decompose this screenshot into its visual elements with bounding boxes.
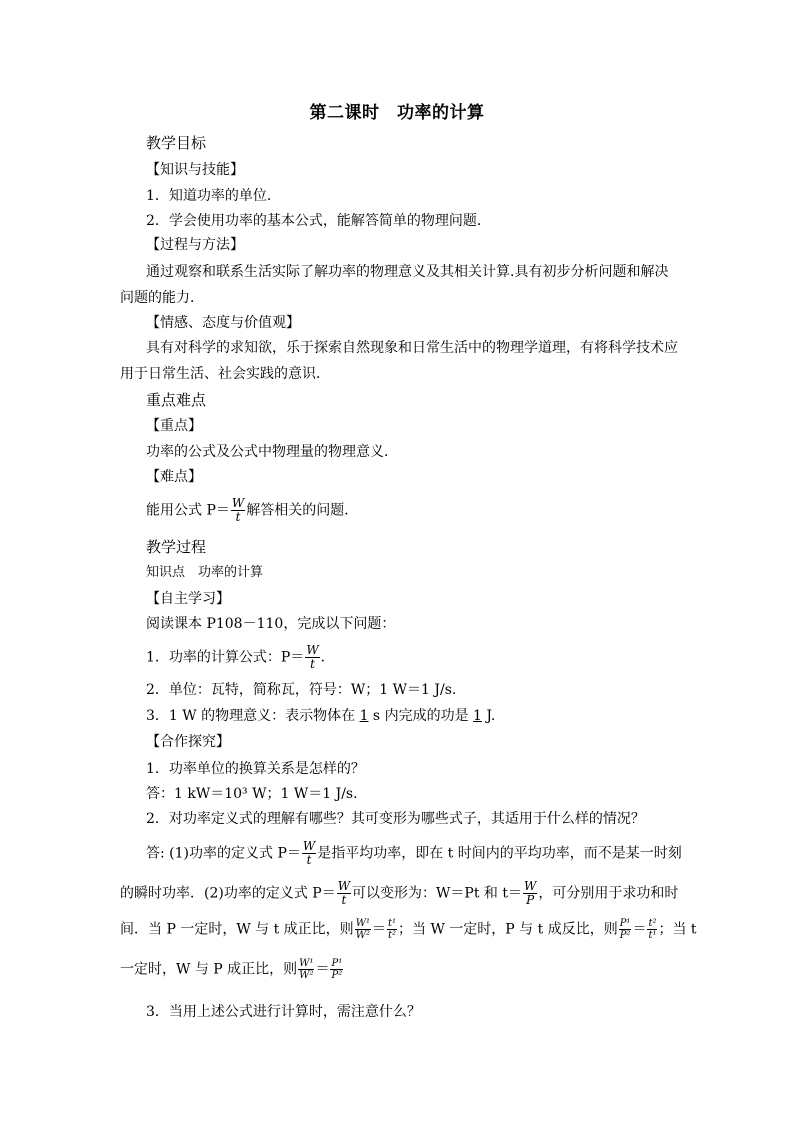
heading-focus: 【重点】	[146, 418, 202, 434]
formula-fraction: $\frac{\text{W¹}}{\text{W²}}$	[299, 958, 314, 981]
formula-fraction: $\frac{W}{t}$	[306, 643, 319, 671]
text-knowledge-1: 1．知道功率的单位．	[146, 188, 281, 204]
heading-knowledge-skills: 【知识与技能】	[146, 162, 244, 178]
formula-fraction: $\frac{W}{P}$	[524, 879, 537, 907]
text-q3: 3．1 W 的物理意义：表示物体在 1 s 内完成的功是 1 J.	[146, 708, 496, 724]
formula-fraction: $\frac{W}{t}$	[337, 879, 351, 907]
text-difficulty: 能用公式 P＝ $\frac{W}{t}$ 解答相关的问题．	[146, 496, 359, 524]
text-knowledge-2: 2．学会使用功率的基本公式，能解答简单的物理问题．	[146, 213, 491, 229]
formula-fraction: $\frac{\text{P¹}}{\text{P²}}$	[331, 958, 343, 981]
text-q2: 2．单位：瓦特，简称瓦，符号：W；1 W＝1 J/s.	[146, 682, 457, 698]
answer-line-4: 一定时，W 与 P 成正比，则 $\frac{\text{W¹}}{\text{W²}}$ ＝ $\frac{\text{P¹}}{\text{P²}}$	[120, 958, 343, 981]
heading-self-study: 【自主学习】	[146, 591, 230, 607]
heading-difficulty: 【难点】	[146, 469, 202, 485]
text-q1: 1．功率的计算公式：P＝ $\frac{W}{t}$ .	[146, 643, 326, 671]
knowledge-point: 知识点 功率的计算	[146, 565, 264, 580]
text-c2: 2．对功率定义式的理解有哪些？其可变形为哪些式子，其适用于什么样的情况？	[146, 811, 645, 827]
formula-fraction: $\frac{W}{t}$	[302, 839, 316, 867]
formula-fraction: $\frac{\text{t²}}{\text{t¹}}$	[648, 918, 657, 941]
text-emotion-1b: 用于日常生活、社会实践的意识．	[120, 366, 330, 382]
answer-line-3: 间．当 P 一定时，W 与 t 成正比，则 $\frac{\text{W¹}}{\text{W²}}$ ＝ $\frac{\text{t¹}}{\text{t²}}$ ；当 W 一定时，P 与 t 成反比，则 $\frac{\text{P¹}}{\text{P²}}$ ＝ $\frac{\text{t²}}{\text{t¹}}$ ；当 t	[120, 918, 697, 941]
section-key-points: 重点难点	[146, 391, 207, 409]
section-teaching-process: 教学过程	[146, 538, 207, 556]
formula-fraction: $\frac{\text{t¹}}{\text{t²}}$	[387, 918, 397, 941]
page-title: 第二课时 功率的计算	[309, 103, 485, 123]
text-c1-answer: 答：1 kW＝10³ W；1 W＝1 J/s.	[146, 786, 358, 802]
text-process-1b: 问题的能力．	[120, 290, 204, 306]
formula-fraction: $\frac{W}{t}$	[231, 496, 245, 524]
formula-fraction: $\frac{\text{P¹}}{\text{P²}}$	[619, 918, 631, 941]
section-teaching-goals: 教学目标	[146, 134, 207, 152]
text-process-1a: 通过观察和联系生活实际了解功率的物理意义及其相关计算.具有初步分析问题和解决	[146, 264, 669, 280]
text-focus: 功率的公式及公式中物理量的物理意义．	[146, 444, 398, 460]
heading-process-method: 【过程与方法】	[146, 237, 244, 253]
text-emotion-1a: 具有对科学的求知欲，乐于探索自然现象和日常生活中的物理学道理，有将科学技术应	[146, 340, 678, 356]
formula-fraction: $\frac{\text{W¹}}{\text{W²}}$	[355, 918, 370, 941]
answer-line-2: 的瞬时功率．(2)功率的定义式 P＝ $\frac{W}{t}$ 可以变形为：W＝Pt 和 t＝ $\frac{W}{P}$ ，可分别用于求功和时	[120, 879, 679, 907]
text-reading: 阅读课本 P108－110，完成以下问题：	[146, 616, 396, 632]
text-c3: 3．当用上述公式进行计算时，需注意什么？	[146, 1004, 421, 1020]
answer-line-1: 答: (1)功率的定义式 P＝ $\frac{W}{t}$ 是指平均功率，即在 t 时间内的平均功率，而不是某一时刻	[146, 839, 682, 867]
heading-emotion: 【情感、态度与价值观】	[146, 315, 300, 331]
text-c1: 1．功率单位的换算关系是怎样的？	[146, 761, 365, 777]
heading-cooperation: 【合作探究】	[146, 734, 230, 750]
